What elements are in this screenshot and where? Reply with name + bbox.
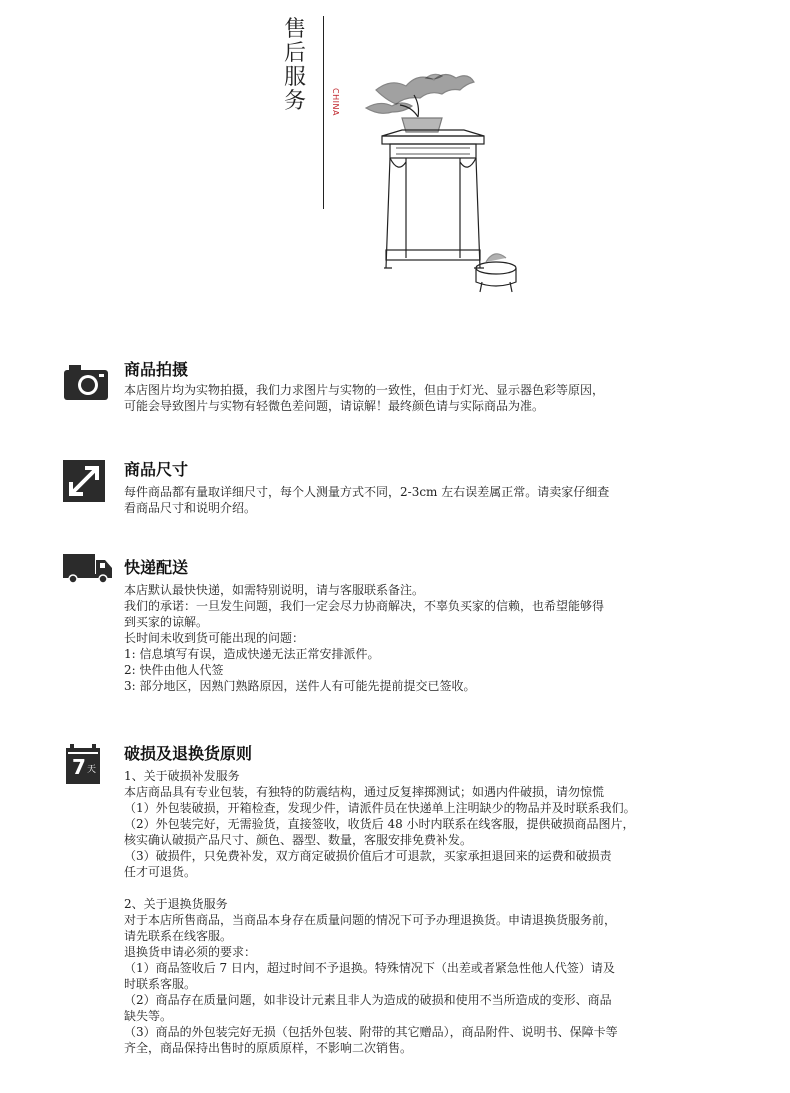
paragraph-gap <box>124 880 764 896</box>
truck-icon <box>63 552 113 584</box>
body-line: 3: 部分地区，因熟门熟路原因，送件人有可能先提前提交已签收。 <box>124 679 476 693</box>
body-line: 缺失等。 <box>124 1009 173 1023</box>
bonsai-stand-illustration <box>356 50 521 300</box>
title-char: 服 <box>284 65 307 90</box>
calendar-number: 7 <box>72 755 86 779</box>
section-body <box>124 768 764 1056</box>
section-title: 破损及退换货原则 <box>124 744 253 763</box>
body-line: （2）外包装完好，无需验货，直接签收，收货后 48 小时内联系在线客服，提供破损商品图片， <box>124 817 635 831</box>
header-divider <box>323 16 324 209</box>
section-title: 快递配送 <box>124 558 189 577</box>
body-line: 本店商品具有专业包装，有独特的防震结构，通过反复摔掷测试；如遇内件破损，请勿惊慌 <box>124 785 605 799</box>
body-line: 看商品尺寸和说明介绍。 <box>124 501 257 515</box>
section-body <box>124 484 744 516</box>
calendar-7-days-icon <box>66 744 100 784</box>
body-line: 本店默认最快快递，如需特别说明，请与客服联系备注。 <box>124 583 425 597</box>
body-line: 退换货申请必须的要求： <box>124 945 257 959</box>
title-char: 后 <box>284 41 307 66</box>
title-char: 务 <box>284 89 307 114</box>
body-line: 时联系客服。 <box>124 977 197 991</box>
body-line: （3）商品的外包装完好无损（包括外包装、附带的其它赠品），商品附件、说明书、保障卡等 <box>124 1025 618 1039</box>
section-title: 商品尺寸 <box>124 460 189 479</box>
body-line: 请先联系在线客服。 <box>124 929 233 943</box>
header-english-label: CHINA <box>331 88 340 116</box>
body-line: （1）外包装破损，开箱检查，发现少件，请派件员在快递单上注明缺少的物品并及时联系我们。 <box>124 801 636 815</box>
body-line: 可能会导致图片与实物有轻微色差问题，请谅解！最终颜色请与实际商品为准。 <box>124 399 545 413</box>
body-line: （1）商品签收后 7 日内，超过时间不予退换。特殊情况下（出差或者紧急性他人代签）请及 <box>124 961 615 975</box>
body-line: （3）破损件，只免费补发，双方商定破损价值后才可退款，买家承担退回来的运费和破损责 <box>124 849 612 863</box>
body-line: 到买家的谅解。 <box>124 615 209 629</box>
body-line: 齐全，商品保持出售时的原质原样，不影响二次销售。 <box>124 1041 413 1055</box>
section-body <box>124 582 744 694</box>
body-line: 长时间未收到货可能出现的问题： <box>124 631 305 645</box>
section-body <box>124 382 744 414</box>
section-title: 商品拍摄 <box>124 360 189 379</box>
body-line: 我们的承诺：一旦发生问题，我们一定会尽力协商解决，不辜负买家的信赖，也希望能够得 <box>124 599 605 613</box>
body-line: 任才可退货。 <box>124 865 197 879</box>
body-line: 每件商品都有量取详细尺寸，每个人测量方式不同，2-3cm 左右误差属正常。请卖家仔细查 <box>124 485 610 499</box>
body-line: 2、关于退换货服务 <box>124 897 228 911</box>
body-line: （2）商品存在质量问题，如非设计元素且非人为造成的破损和使用不当所造成的变形、商品 <box>124 993 612 1007</box>
body-line: 1: 信息填写有误，造成快递无法正常安排派件。 <box>124 647 380 661</box>
resize-arrow-icon <box>63 460 105 502</box>
body-line: 2: 快件由他人代签 <box>124 663 224 677</box>
body-line: 1、关于破损补发服务 <box>124 769 240 783</box>
camera-icon <box>63 362 109 402</box>
body-line: 核实确认破损产品尺寸、颜色、器型、数量，客服安排免费补发。 <box>124 833 473 847</box>
body-line: 本店图片均为实物拍摄，我们力求图片与实物的一致性，但由于灯光、显示器色彩等原因， <box>124 383 605 397</box>
page-title <box>284 18 310 114</box>
title-char: 售 <box>284 17 307 42</box>
calendar-unit: 天 <box>87 765 97 775</box>
body-line: 对于本店所售商品，当商品本身存在质量问题的情况下可予办理退换货。申请退换货服务前， <box>124 913 617 927</box>
